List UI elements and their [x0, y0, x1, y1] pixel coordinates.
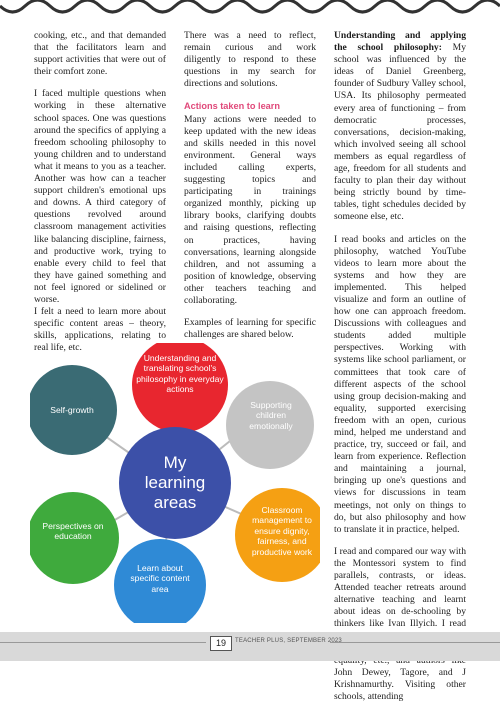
text-column-3 [334, 30, 466, 713]
area-perspectives: Perspectives on education [42, 521, 104, 542]
paragraph-text: My school was influenced by the ideas of Daniel Greenberg, founder of Sudbury Valley school, USA. Its philosophy permeated every area of functioning – from democratic processes, conversations, decision-making, which involved seeing all school members as equal regardless of age, freedom for all students and faculty to plan their day without being strictly bound by time-tables, tight schedules decided by someone else, etc. [334, 42, 466, 223]
text-column-1 [34, 30, 166, 364]
paragraph: I felt a need to learn more about specific content areas – theory, skills, applications, relating to real life, etc. [34, 306, 166, 354]
area-classroom-management: Classroom management to ensure dignity, fairness, and productive work [251, 505, 313, 557]
paragraph: Many actions were needed to keep updated with the new ideas and skills needed in this novel environment. General ways included calling experts, suggesting topics and participating in trainings organized monthly, picking up library books, clarifying doubts and raising questions, reflecting on practices, having conversations, learning alongside children, and not assuming a position of knowledge, observing other teachers teaching and collaborating. [184, 113, 316, 306]
area-self-growth: Self-growth [50, 405, 94, 415]
footer-publication: TEACHER PLUS, SEPTEMBER 2023 [235, 638, 342, 644]
paragraph: cooking, etc., and that demanded that the facilitators learn and support activities that were out of their comfort zone. [34, 30, 166, 78]
area-philosophy: Understanding and translating school's philosophy in everyday actions [136, 353, 224, 395]
paragraph: I read books and articles on the philosophy, watched YouTube videos to learn more about the systems and how they are implemented. This helped visualize and form an outline of how one can approach freedom. Discussions with colleagues and students added multiple perspectives. Working with systems like school parliament, or committees that took care of different aspects of the school using group decision-making and equality, supported exercising freedom with an open, curious mind, helped me understand and practice, try, succeed or fail, and learn from experience. Reflection and maintaining a journal, bringing up one's questions and views for discussions in team meetings, not only on things to do, but also philosophy and how to translate it in practice, helped. [334, 233, 466, 535]
footer-divider-left [0, 642, 206, 643]
paragraph [334, 30, 466, 224]
paragraph: I read and compared our way with the Montessori system to find parallels, contrasts, or ideas. Attended teacher retreats around alternative teaching and learnt about ideas on de-schooling by thinkers like Ivan Illyich. I read John Dewey, Tagore, and J Krishnamurthy. Visiting other schools, attending [334, 545, 466, 702]
footer-divider-right [330, 642, 500, 643]
text-column-2 [184, 30, 316, 351]
section-heading-actions: Actions taken to learn [184, 101, 280, 112]
decorative-wave-border [0, 0, 500, 22]
section-heading-philosophy: Understanding and applying the school philosophy: [334, 30, 466, 54]
page-number: 19 [210, 636, 232, 651]
footer-bar [0, 632, 500, 661]
area-content: Learn about specific content area [130, 563, 190, 594]
section-heading-wrap [184, 100, 316, 113]
paragraph: There was a need to reflect, remain curious and work diligently to respond to these questions in my search for directions and solutions. [184, 30, 316, 90]
area-emotional-support: Supporting children emotionally [249, 400, 293, 431]
paragraph: Examples of learning for specific challenges are shared below. [184, 317, 316, 341]
learning-areas-diagram [30, 343, 320, 623]
paragraph: I faced multiple questions when working in these alternative school spaces. One was questions around the specifics of applying a freedom schooling philosophy to young children and to understand what it means to you as a teacher. Another was how can a teacher support children's emotional ups and downs. A third category of questions revolved around classroom management activities like balancing discipline, fairness, and productive work, trying to enable every child to feel that they have gained something and not feel ignored or sidelined or worse. [34, 88, 166, 305]
diagram-center-title: My learning areas [144, 453, 206, 512]
